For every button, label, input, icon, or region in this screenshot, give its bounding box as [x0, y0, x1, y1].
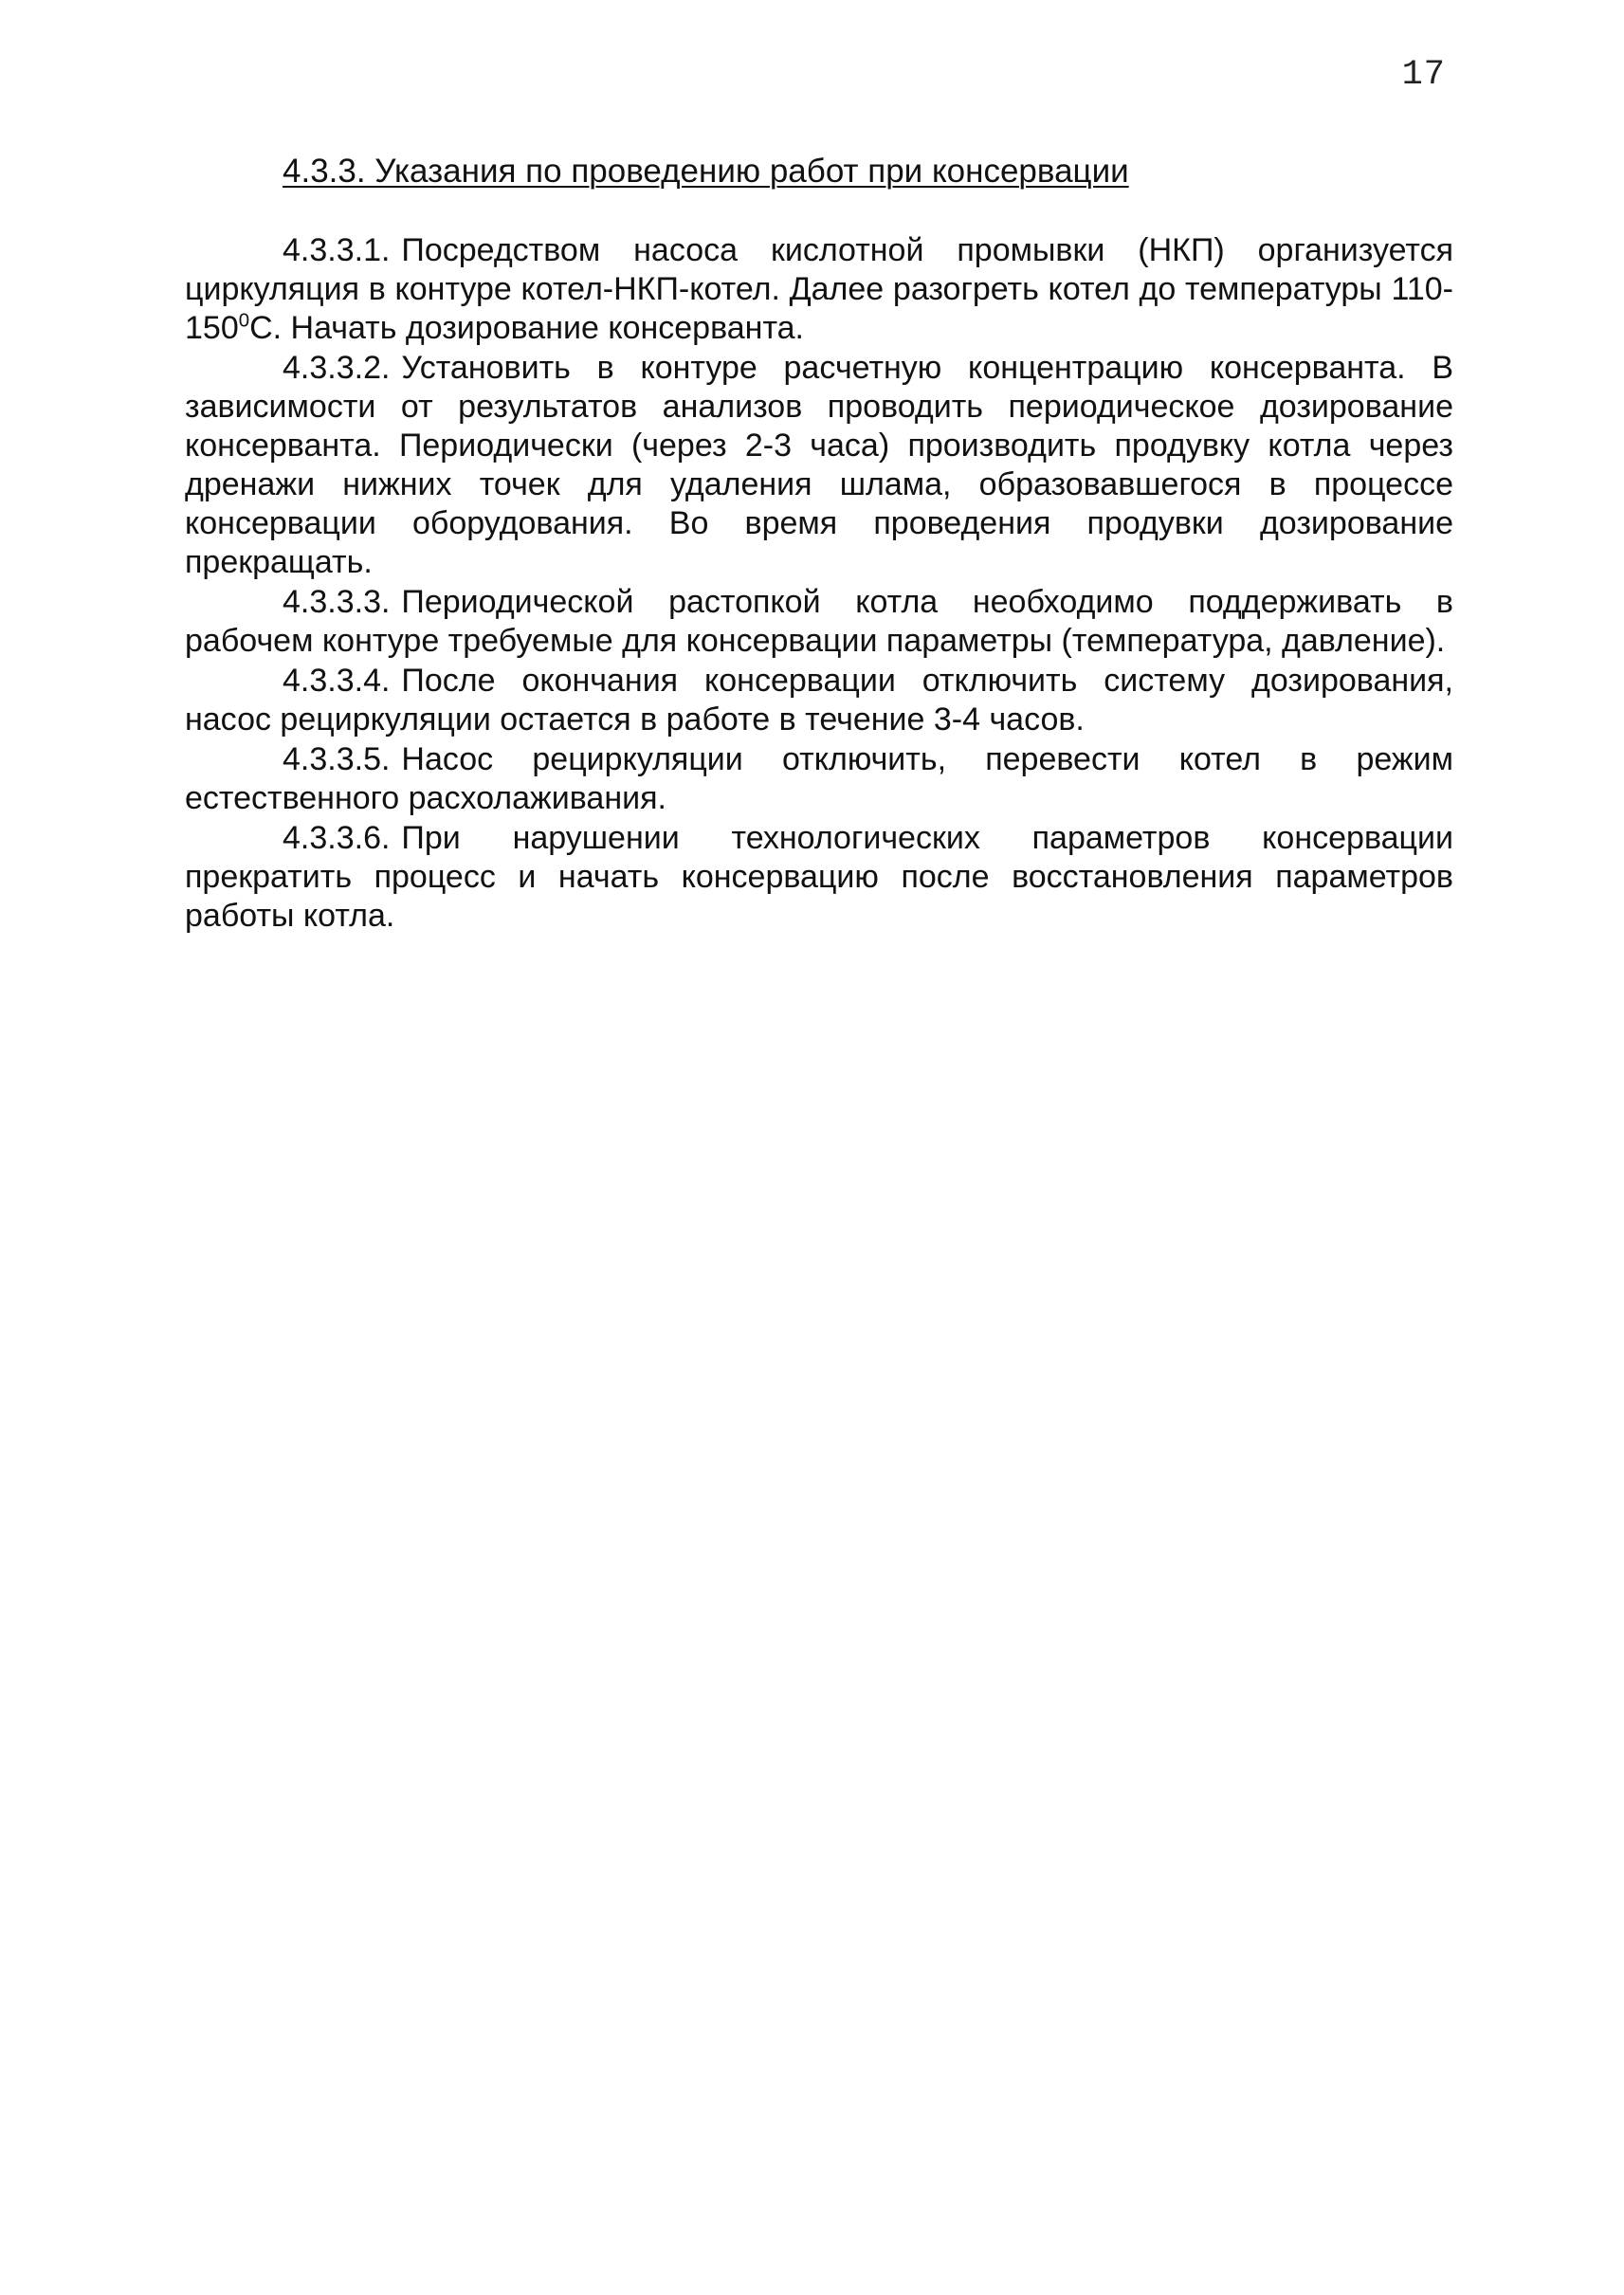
paragraph-number: 4.3.3.3. [283, 584, 391, 620]
degree-superscript: 0 [238, 310, 250, 332]
paragraph-4-3-3-4 [185, 662, 1453, 739]
paragraph-text: Установить в контуре расчетную концентрацию консерванта. В зависимости от результатов анализов проводить периодическое дозирование консерванта. Периодически (через 2-3 часа) производить продувку котла через дренажи нижних точек для удаления шлама, образовавшегося в процессе консервации оборудования. Во время проведения продувки дозирование прекращать. [185, 350, 1453, 580]
paragraph-4-3-3-2 [185, 349, 1453, 582]
section-heading: 4.3.3. Указания по проведению работ при консервации [283, 153, 1129, 190]
page-number: 17 [1401, 55, 1446, 95]
document-body [185, 152, 1453, 937]
paragraph-4-3-3-3 [185, 583, 1453, 661]
paragraph-number: 4.3.3.6. [283, 820, 391, 856]
paragraph-number: 4.3.3.4. [283, 663, 391, 699]
paragraph-text: Насос рециркуляции отключить, перевести котел в режим естественного расхолаживания. [185, 741, 1453, 816]
paragraph-text-continued: С. Начать дозирование консерванта. [249, 310, 805, 346]
paragraph-4-3-3-5 [185, 740, 1453, 818]
paragraph-text: После окончания консервации отключить систему дозирования, насос рециркуляции остается в работе в течение 3-4 часов. [185, 663, 1453, 738]
paragraph-4-3-3-6 [185, 819, 1453, 936]
paragraph-4-3-3-1 [185, 231, 1453, 348]
paragraph-number: 4.3.3.1. [283, 232, 391, 268]
paragraph-number: 4.3.3.5. [283, 741, 391, 777]
paragraph-text: При нарушении технологических параметров консервации прекратить процесс и начать консервацию после восстановления параметров работы котла. [185, 820, 1453, 934]
paragraph-number: 4.3.3.2. [283, 350, 391, 386]
paragraph-text: Посредством насоса кислотной промывки (НКП) организуется циркуляция в контуре котел-НКП-котел. Далее разогреть котел до температуры 110-150 [185, 232, 1453, 346]
paragraph-text: Периодической растопкой котла необходимо поддерживать в рабочем контуре требуемые для консервации параметры (температура, давление). [185, 584, 1453, 659]
